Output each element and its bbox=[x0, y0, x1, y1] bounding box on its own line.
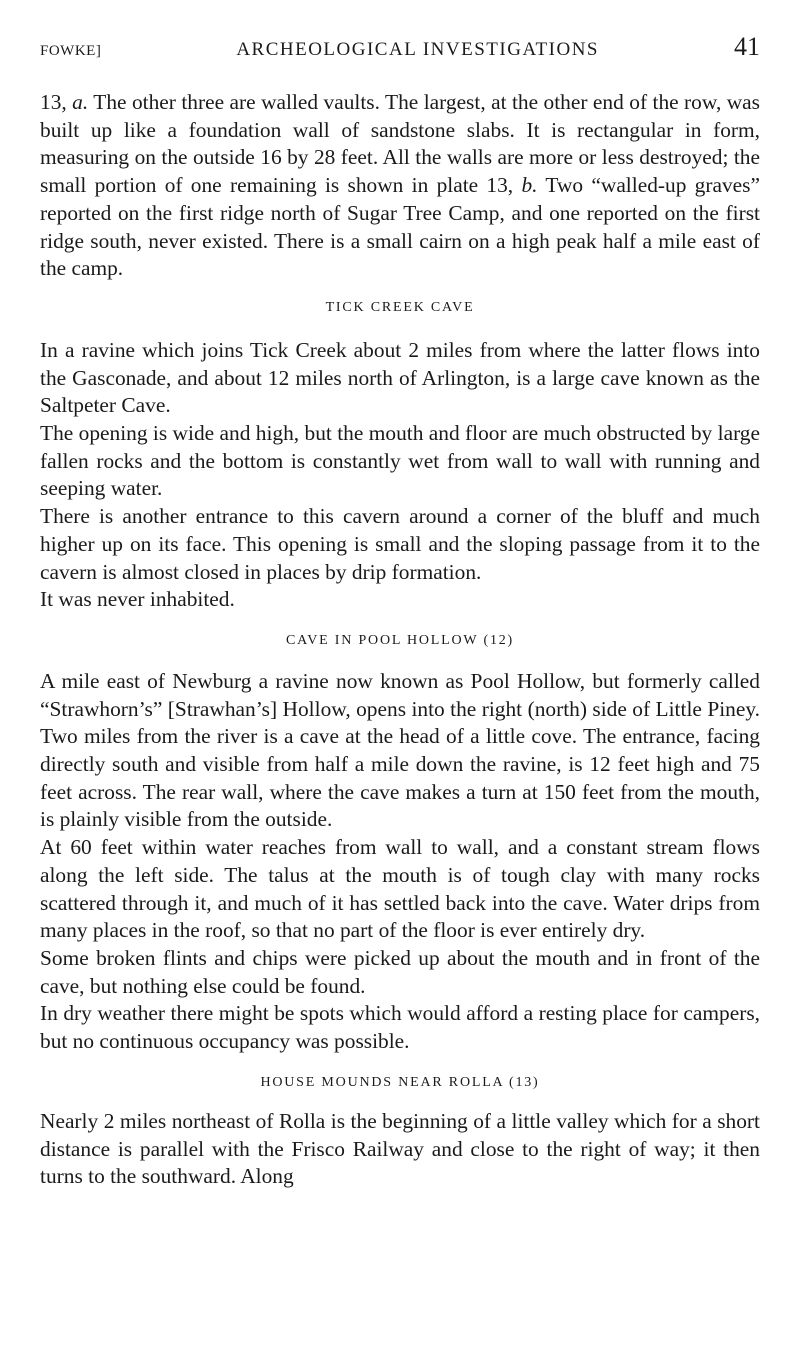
intro-text-end: Two “walled-up graves” reported on the first ridge north of Sugar Tree Camp, and one reported on the first ridge south, never existed. There is a small cairn on a high peak half a mile east of the camp. bbox=[40, 173, 761, 281]
page-number: 41 bbox=[734, 32, 760, 61]
paragraph: Nearly 2 miles northeast of Rolla is the beginning of a little valley which for a short distance is parallel with the Frisco Railway and close to the right of way; it then turns to the southward. Along bbox=[40, 1108, 760, 1189]
section-heading-rolla: HOUSE MOUNDS NEAR ROLLA (13) bbox=[260, 1074, 540, 1090]
intro-text: The other three are walled vaults. The largest, at the other end of the row, was built up like a foundation wall of sandstone slabs. It is rectangular in form, measuring on the outside 16 by 28 feet. All the walls are more or less destroyed; the small portion of one remaining is shown in plate 13, bbox=[40, 90, 760, 198]
running-head bbox=[40, 32, 760, 72]
book-page bbox=[40, 32, 760, 1191]
author-name: FOWKE] bbox=[40, 43, 102, 59]
section-heading-tick-creek: TICK CREEK CAVE bbox=[325, 299, 475, 315]
plate-reference: b. bbox=[521, 173, 538, 198]
paragraph: It was never inhabited. bbox=[40, 587, 235, 612]
intro-lead-italic: a. bbox=[72, 90, 89, 114]
paragraph: A mile east of Newburg a ravine now known as Pool Hollow, but formerly called “Strawhorn’s” [Strawhan’s] Hollow, opens into the right (north) side of Little Piney. Two miles from the river is a cave at the head of a little cove. The entrance, facing directly south and visible from half a mile down the ravine, is 12 feet high and 75 feet across. The rear wall, where the cave makes a turn at 150 feet from the mouth, is plainly visible from the outside. bbox=[40, 668, 760, 832]
intro-lead: 13, bbox=[40, 90, 73, 114]
paragraph: The opening is wide and high, but the mouth and floor are much obstructed by large fallen rocks and the bottom is constantly wet from wall to wall with running and seeping water. bbox=[40, 421, 760, 501]
paragraph: In a ravine which joins Tick Creek about 2 miles from where the latter flows into the Gasconade, and about 12 miles north of Arlington, is a large cave known as the Saltpeter Cave. bbox=[40, 337, 760, 418]
paragraph: At 60 feet within water reaches from wall to wall, and a constant stream flows along the left side. The talus at the mouth is of tough clay with many rocks scattered through it, and much of it has settled back into the cave. Water drips from many places in the roof, so that no part of the floor is ever entirely dry. bbox=[40, 835, 760, 943]
paragraph: There is another entrance to this cavern around a corner of the bluff and much higher up on its face. This opening is small and the sloping passage from it to the cavern is almost closed in places by drip formation. bbox=[40, 504, 760, 584]
running-title: ARCHEOLOGICAL INVESTIGATIONS bbox=[236, 39, 600, 60]
paragraph: In dry weather there might be spots which would afford a resting place for campers, but no continuous occupancy was possible. bbox=[40, 1001, 760, 1054]
intro-paragraph bbox=[40, 89, 760, 283]
paragraph: Some broken flints and chips were picked up about the mouth and in front of the cave, but nothing else could be found. bbox=[40, 945, 760, 998]
section-heading-pool-hollow: CAVE IN POOL HOLLOW (12) bbox=[285, 632, 515, 648]
